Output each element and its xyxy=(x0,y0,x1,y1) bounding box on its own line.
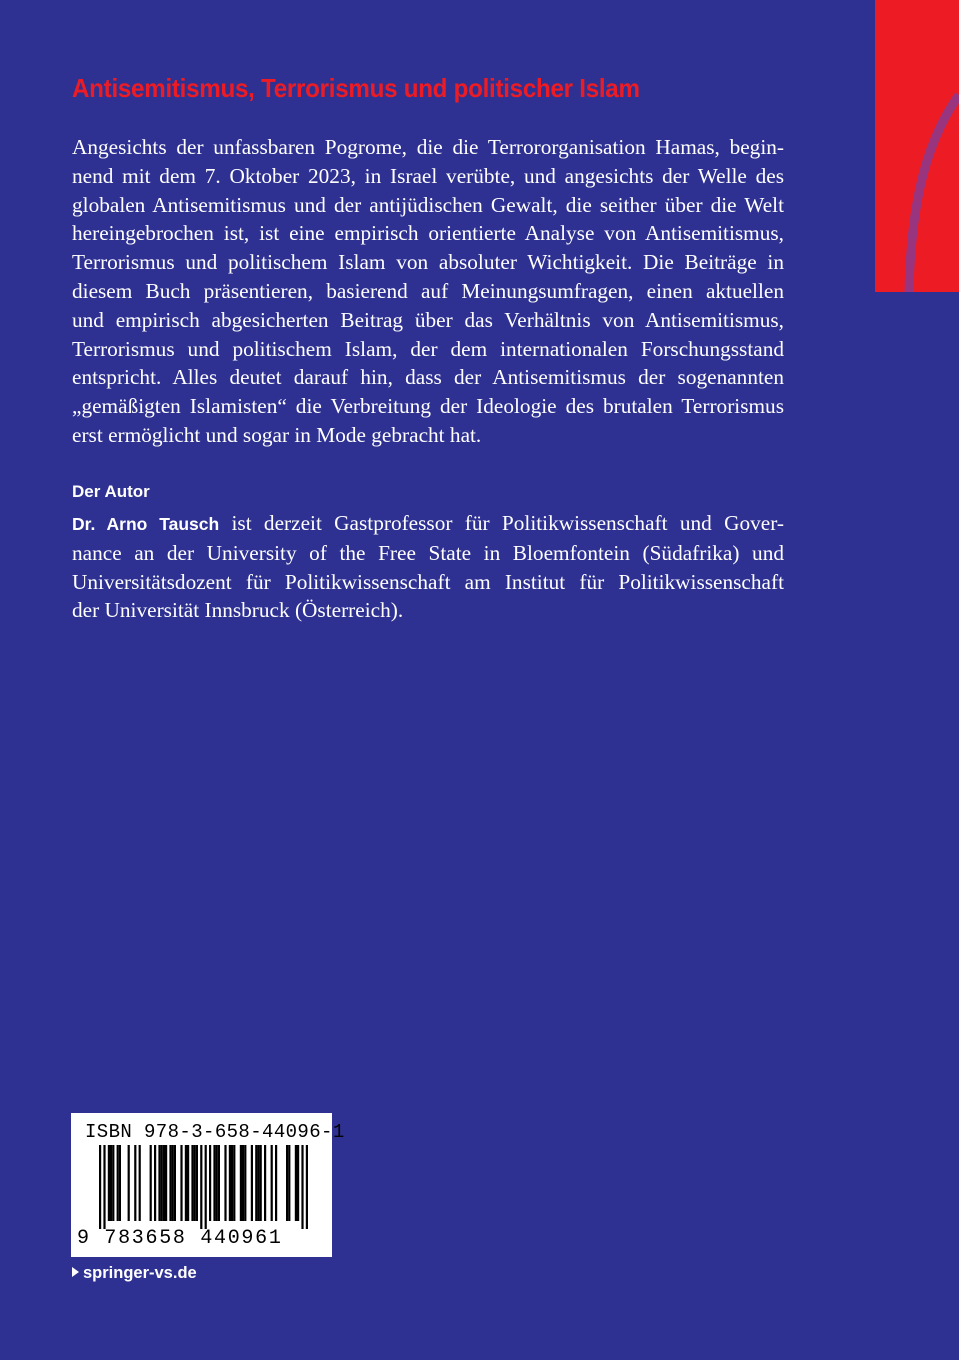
cover-title: Antisemitismus, Terrorismus und politischer Islam xyxy=(72,73,640,103)
author-heading: Der Autor xyxy=(72,482,150,501)
publisher-url: springer-vs.de xyxy=(83,1264,197,1282)
barcode-bar xyxy=(158,1145,160,1221)
barcode-bar xyxy=(191,1145,193,1221)
barcode-bar xyxy=(275,1145,277,1221)
blurb-line: nend mit dem 7. Oktober 2023, in Israel verübte, und angesichts der Welle des xyxy=(72,163,784,188)
barcode-bar xyxy=(99,1145,101,1229)
barcode-bar xyxy=(288,1145,290,1221)
barcode-bar xyxy=(295,1145,297,1221)
isbn-text: ISBN 978-3-658-44096-1 xyxy=(85,1121,345,1143)
barcode-bar xyxy=(229,1145,231,1221)
barcode-bar xyxy=(117,1145,119,1221)
barcode-bar xyxy=(108,1145,110,1221)
author-bio xyxy=(72,509,784,625)
blurb-line: und empirisch abgesicherten Beitrag über das Verhältnis von Antisemitismus, xyxy=(72,307,784,332)
barcode-bar xyxy=(165,1145,167,1221)
barcode-bar xyxy=(224,1145,226,1221)
blurb-line: globalen Antisemitismus und der antijüdischen Gewalt, die seither über die Welt xyxy=(72,192,784,217)
barcode-bar xyxy=(213,1145,215,1221)
blurb xyxy=(72,133,784,450)
barcode-bar xyxy=(110,1145,112,1221)
barcode-bar xyxy=(180,1145,182,1221)
barcode-bar xyxy=(301,1145,303,1229)
blurb-line: diesem Buch präsentieren, basierend auf Meinungsumfragen, einen aktuellen xyxy=(72,278,784,303)
barcode-bar xyxy=(112,1145,114,1221)
barcode-bar xyxy=(200,1145,202,1229)
barcode-bar xyxy=(297,1145,299,1221)
barcode-bar xyxy=(185,1145,187,1221)
barcode-bar xyxy=(174,1145,176,1221)
barcode-bar xyxy=(244,1145,246,1221)
blurb-line: entspricht. Alles deutet darauf hin, dass der Antisemitismus der sogenannten xyxy=(72,365,784,390)
barcode-bar xyxy=(196,1145,198,1221)
barcode-bar xyxy=(169,1145,171,1221)
publisher-link[interactable] xyxy=(72,1264,197,1283)
blurb-line: hereingebrochen ist, ist eine empirisch orientierte Analyse von Antisemitismus, xyxy=(72,221,784,246)
barcode-bar xyxy=(255,1145,257,1221)
barcode-bar xyxy=(240,1145,242,1221)
barcode-bar xyxy=(209,1145,211,1221)
author-bio-line: nance an der University of the Free State in Bloemfontein (Südafrika) und xyxy=(72,540,784,565)
barcode-bar xyxy=(306,1145,308,1229)
blurb-line: Terrorismus und politischem Islam, der dem internationalen Forschungsstand xyxy=(72,336,784,361)
author-bio-line: der Universität Innsbruck (Österreich). xyxy=(72,598,404,623)
author-bio-line: Universitätsdozent für Politikwissenschaft am Institut für Politikwissenschaft xyxy=(72,569,784,594)
barcode-bar xyxy=(119,1145,121,1221)
barcode-bar xyxy=(128,1145,130,1221)
author-name: Dr. Arno Tausch xyxy=(72,514,220,534)
barcode-bar xyxy=(218,1145,220,1221)
blurb-line: Angesichts der unfassbaren Pogrome, die die Terrororganisation Hamas, begin- xyxy=(72,135,784,159)
barcode-bar xyxy=(194,1145,196,1221)
barcode-bar xyxy=(233,1145,235,1221)
blurb-line: erst ermöglicht und sogar in Mode gebracht hat. xyxy=(72,422,482,447)
barcode-bar xyxy=(205,1145,207,1229)
barcode-bar xyxy=(103,1145,105,1229)
barcode-bar xyxy=(260,1145,262,1221)
barcode-bar xyxy=(216,1145,218,1221)
barcode-bar xyxy=(150,1145,152,1221)
isbn-barcode xyxy=(71,1113,345,1257)
barcode-bars xyxy=(71,1145,332,1229)
barcode-bar xyxy=(187,1145,189,1221)
author-bio-line: Dr. Arno Tausch ist derzeit Gastprofessor für Politikwissenschaft und Gover- xyxy=(72,511,784,535)
barcode-bar xyxy=(286,1145,288,1221)
barcode-bar xyxy=(172,1145,174,1221)
blurb-line: Terrorismus und politischem Islam von absoluter Wichtigkeit. Die Beiträge in xyxy=(72,250,784,275)
ean-digits: 9 783658 440961 xyxy=(77,1227,283,1250)
arrow-icon xyxy=(72,1267,79,1277)
barcode-bar xyxy=(231,1145,233,1221)
blurb-line: „gemäßigten Islamisten“ die Verbreitung der Ideologie des brutalen Terrorismus xyxy=(72,394,784,419)
corner-accent xyxy=(875,0,959,292)
barcode-bar xyxy=(257,1145,259,1221)
barcode-bar xyxy=(139,1145,141,1221)
barcode-bar xyxy=(264,1145,266,1221)
barcode-bar xyxy=(161,1145,163,1221)
barcode-bar xyxy=(251,1145,253,1221)
barcode-bar xyxy=(242,1145,244,1221)
barcode-bar xyxy=(271,1145,273,1221)
barcode-bar xyxy=(154,1145,156,1221)
barcode-bar xyxy=(163,1145,165,1221)
barcode-bar xyxy=(134,1145,136,1221)
